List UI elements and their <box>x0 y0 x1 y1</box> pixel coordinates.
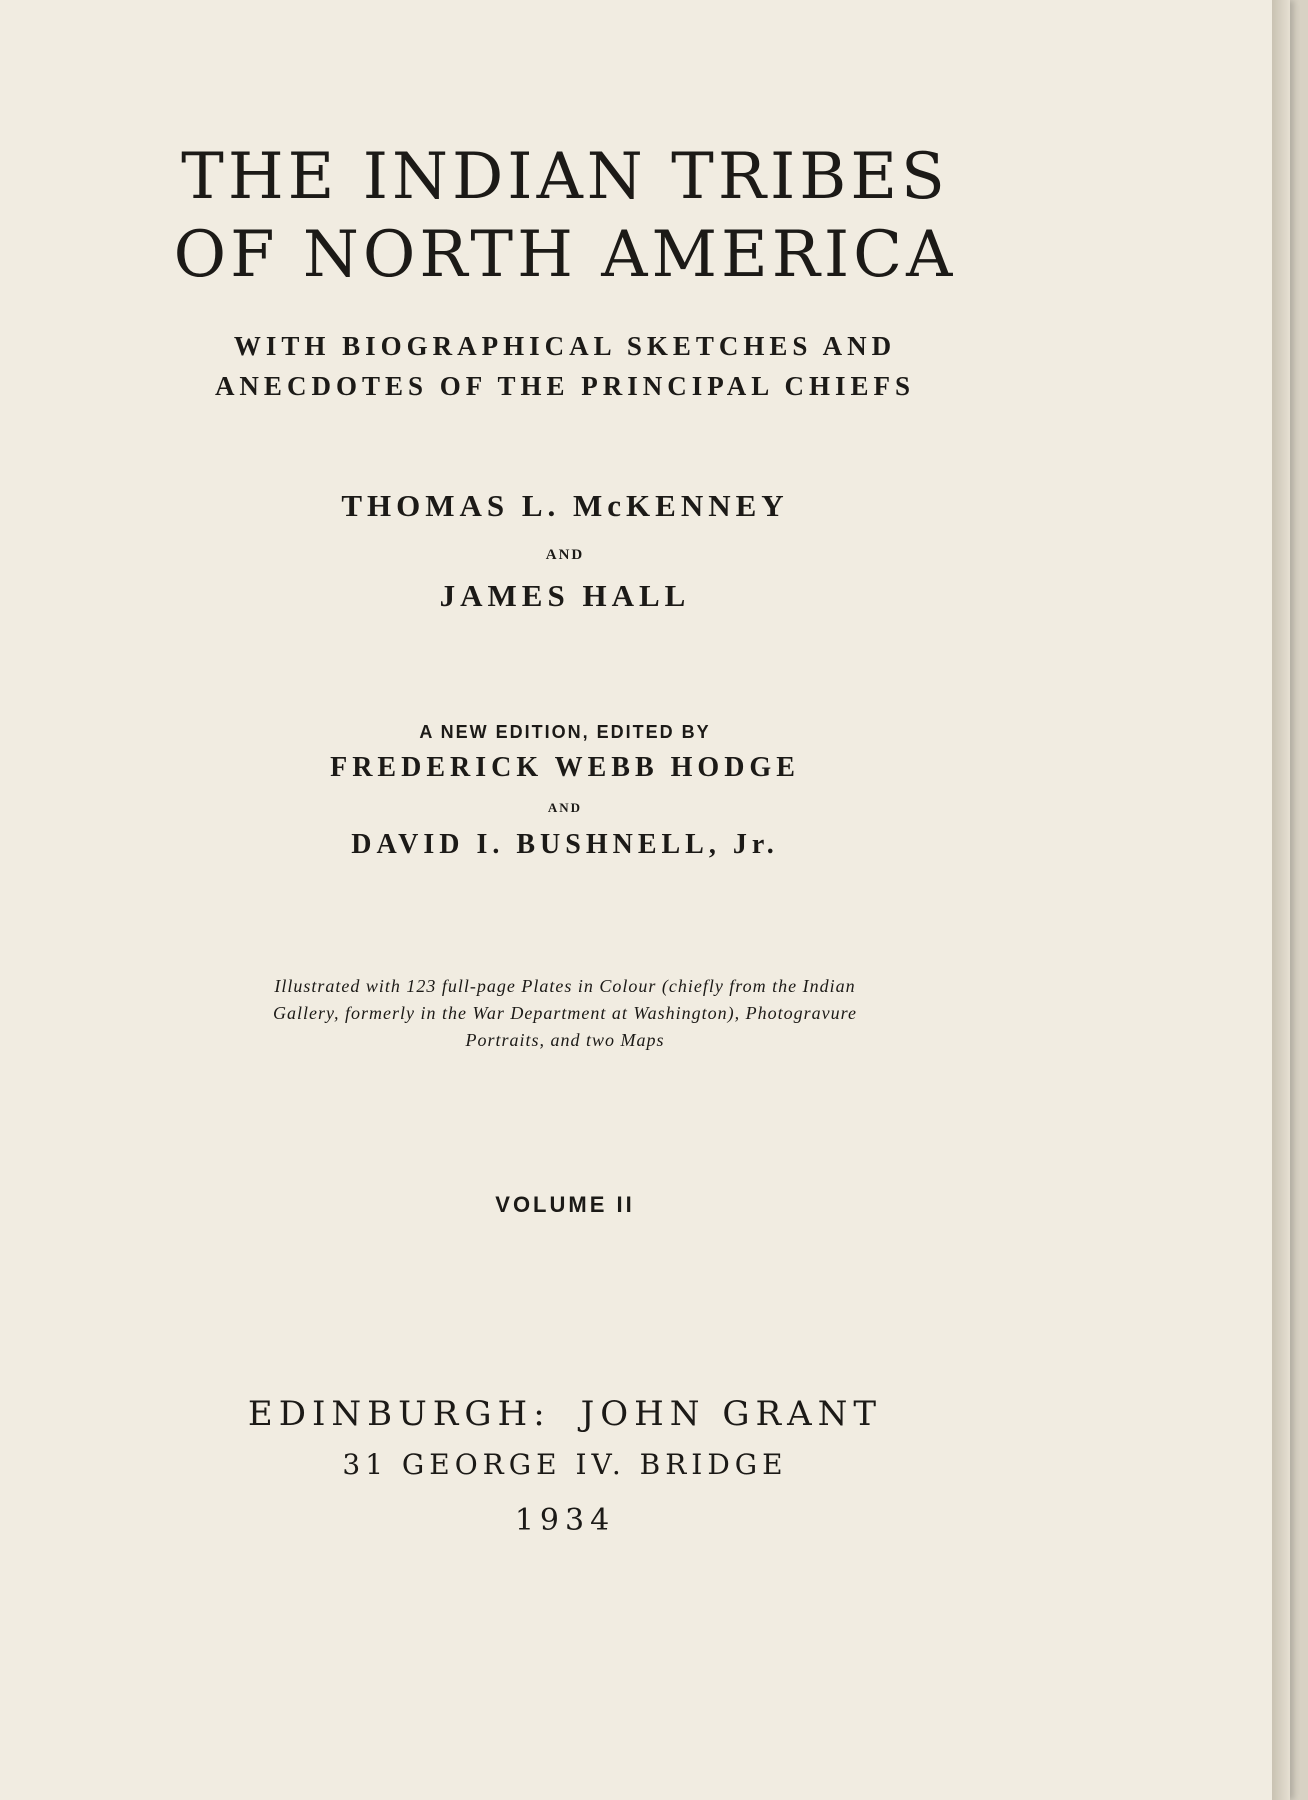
illustrations-line-1: Illustrated with 123 full-page Plates in Colour (chiefly from the Indian <box>274 976 856 996</box>
volume-label: VOLUME II <box>495 1192 635 1217</box>
edition-label: A NEW EDITION, EDITED BY <box>419 722 711 742</box>
publisher-address: 31 GEORGE IV. BRIDGE <box>342 1448 788 1481</box>
illustrations-line-2: Gallery, formerly in the War Department at Washington), Photogravure <box>273 1003 857 1023</box>
editor-conjunction: AND <box>547 800 583 815</box>
subtitle-line-1: WITH BIOGRAPHICAL SKETCHES AND <box>233 331 897 361</box>
title-line-2: OF NORTH AMERICA <box>173 218 957 292</box>
editor-first: FREDERICK WEBB HODGE <box>330 752 800 783</box>
publication-year: 1934 <box>514 1503 616 1538</box>
illustrations-line-3: Portraits, and two Maps <box>465 1030 665 1050</box>
author-first: THOMAS L. McKENNEY <box>341 488 789 523</box>
author-second: JAMES HALL <box>439 578 691 613</box>
author-conjunction: AND <box>545 547 585 563</box>
publisher-line <box>100 1394 1030 1434</box>
publisher-name: JOHN GRANT <box>580 1394 883 1434</box>
title-line-1: THE INDIAN TRIBES <box>181 140 949 214</box>
publisher-city: EDINBURGH: <box>247 1394 551 1434</box>
editor-second: DAVID I. BUSHNELL, Jr. <box>351 829 779 860</box>
page-edge <box>1272 0 1290 1800</box>
subtitle-line-2: ANECDOTES OF THE PRINCIPAL CHIEFS <box>214 371 916 401</box>
